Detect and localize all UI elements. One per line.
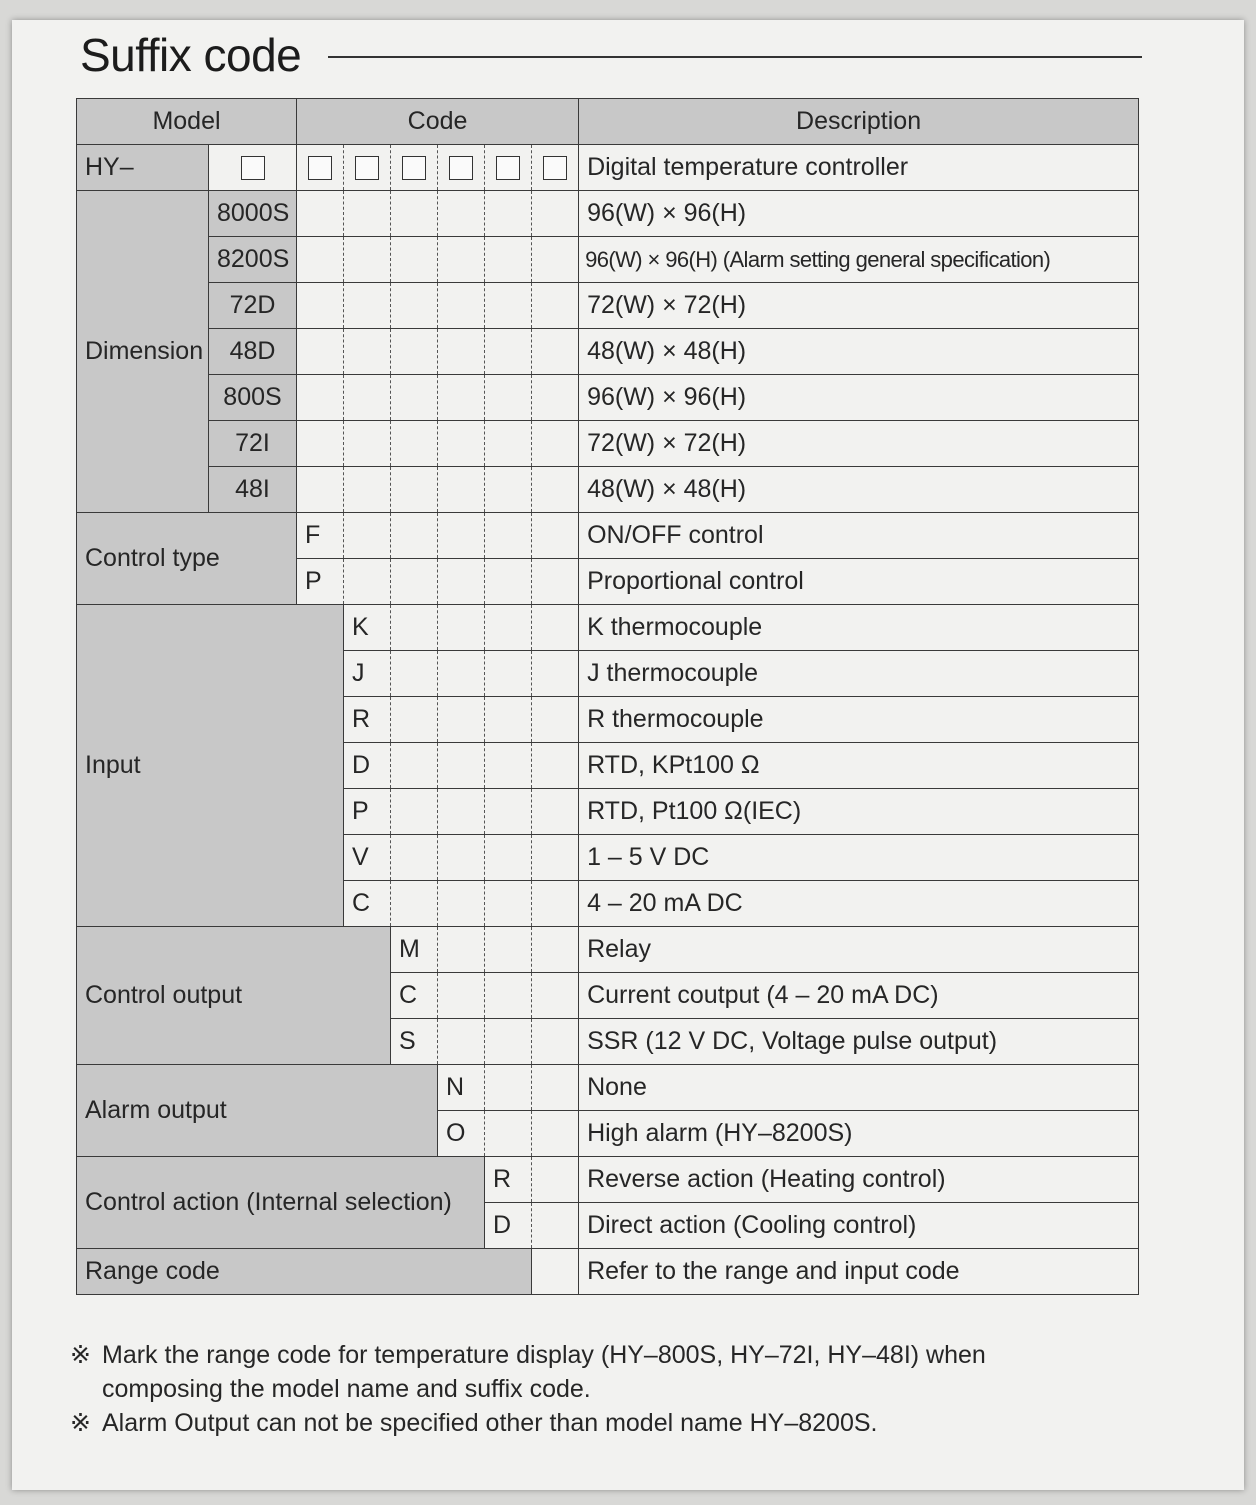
group-input: Input [77,605,344,927]
header-row [77,99,1139,145]
description-cell: J thermocouple [579,651,1139,697]
table-row [77,191,1139,237]
group-control-output: Control output [77,927,391,1065]
description-cell: 72(W) × 72(H) [579,421,1139,467]
description-cell: Refer to the range and input code [579,1249,1139,1295]
code-cell: F [297,513,344,559]
table-row [77,421,1139,467]
table-row [77,605,1139,651]
table-row [77,1157,1139,1203]
description-cell: 96(W) × 96(H) [579,375,1139,421]
table-row [77,467,1139,513]
code-cell: V [344,835,391,881]
code-cell: 48D [209,329,297,375]
description-cell: 1 – 5 V DC [579,835,1139,881]
code-cell: R [485,1157,532,1203]
hy-row [77,145,1139,191]
note [70,1338,1070,1406]
table-row [77,927,1139,973]
hy-label: HY– [77,145,209,191]
group-alarm-output: Alarm output [77,1065,438,1157]
description-cell: Current coutput (4 – 20 mA DC) [579,973,1139,1019]
code-cell: R [344,697,391,743]
description-cell: Proportional control [579,559,1139,605]
code-cell: 8200S [209,237,297,283]
description-cell: R thermocouple [579,697,1139,743]
empty-box-icon [543,156,567,180]
description-cell: 96(W) × 96(H) (Alarm setting general specification) [579,237,1139,283]
header-code: Code [297,99,579,145]
description-cell: K thermocouple [579,605,1139,651]
table-row [77,513,1139,559]
table-row [77,283,1139,329]
group-dimension: Dimension [77,191,209,513]
description-cell: SSR (12 V DC, Voltage pulse output) [579,1019,1139,1065]
code-box-3 [344,145,391,191]
empty-box-icon [308,156,332,180]
code-cell: 72D [209,283,297,329]
table-row [77,375,1139,421]
code-box-5 [438,145,485,191]
code-box-4 [391,145,438,191]
code-cell: D [485,1203,532,1249]
code-cell: C [344,881,391,927]
code-cell: K [344,605,391,651]
title-rule [328,56,1142,58]
empty-box-icon [402,156,426,180]
note-mark: ※ [70,1341,91,1369]
note-text: Alarm Output can not be specified other than model name HY–8200S. [102,1409,878,1437]
header-model: Model [77,99,297,145]
group-control-type: Control type [77,513,297,605]
code-cell: S [391,1019,438,1065]
group-range-code: Range code [77,1249,532,1295]
hy-description: Digital temperature controller [579,145,1139,191]
description-cell: None [579,1065,1139,1111]
description-cell: 48(W) × 48(H) [579,467,1139,513]
table-row [77,1065,1139,1111]
empty-box-icon [496,156,520,180]
description-cell: Reverse action (Heating control) [579,1157,1139,1203]
note [70,1406,1070,1440]
code-box-1 [209,145,297,191]
table-row [77,237,1139,283]
code-cell: D [344,743,391,789]
code-cell: C [391,973,438,1019]
empty-box-icon [449,156,473,180]
code-cell: O [438,1111,485,1157]
title-block [80,28,1142,84]
note-text: Mark the range code for temperature display (HY–800S, HY–72I, HY–48I) when composing the model name and suffix code. [102,1341,986,1403]
description-cell: Direct action (Cooling control) [579,1203,1139,1249]
code-cell: P [297,559,344,605]
code-box-2 [297,145,344,191]
description-cell: ON/OFF control [579,513,1139,559]
note-mark: ※ [70,1409,91,1437]
code-cell: 800S [209,375,297,421]
code-box-7 [532,145,579,191]
code-box-6 [485,145,532,191]
code-cell: M [391,927,438,973]
code-cell: N [438,1065,485,1111]
header-description: Description [579,99,1139,145]
table-row [77,329,1139,375]
description-cell: Relay [579,927,1139,973]
code-cell: 8000S [209,191,297,237]
description-cell: 4 – 20 mA DC [579,881,1139,927]
description-cell: RTD, KPt100 Ω [579,743,1139,789]
suffix-code-table [76,98,1139,1295]
page-title: Suffix code [80,29,302,81]
empty-box-icon [355,156,379,180]
table-row [77,1249,1139,1295]
code-cell: J [344,651,391,697]
description-cell: RTD, Pt100 Ω(IEC) [579,789,1139,835]
description-cell: 48(W) × 48(H) [579,329,1139,375]
group-control-action: Control action (Internal selection) [77,1157,485,1249]
empty-box-icon [241,156,265,180]
description-cell: 72(W) × 72(H) [579,283,1139,329]
code-cell: 48I [209,467,297,513]
description-cell: High alarm (HY–8200S) [579,1111,1139,1157]
description-cell: 96(W) × 96(H) [579,191,1139,237]
code-cell: 72I [209,421,297,467]
code-cell: P [344,789,391,835]
notes [70,1338,1070,1440]
